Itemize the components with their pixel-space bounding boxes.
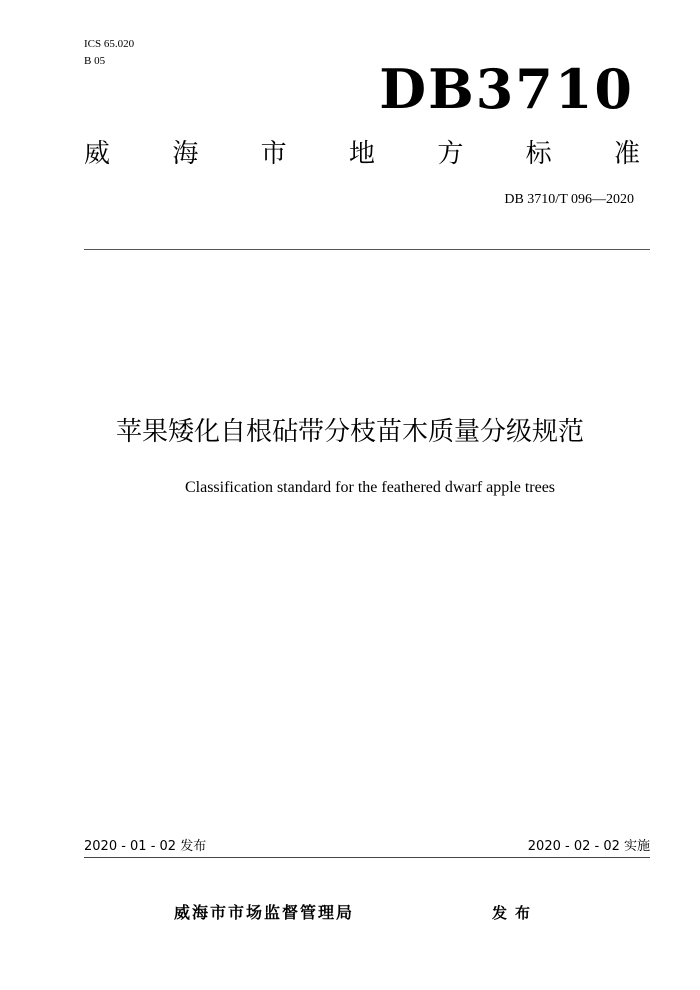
standard-type-char: 市	[260, 139, 287, 169]
standard-type-char: 方	[437, 139, 464, 169]
implementation-date: 2020 - 02 - 02 实施	[527, 839, 650, 854]
standard-type-char: 标	[525, 139, 552, 169]
document-title-chinese: 苹果矮化自根砧带分枝苗木质量分级规范	[115, 417, 584, 447]
standard-type-char: 海	[172, 139, 199, 169]
ics-code: ICS 65.020	[84, 38, 135, 50]
issue-label: 发布	[492, 904, 539, 922]
footer-divider	[84, 857, 650, 858]
standard-type-char: 威	[84, 139, 111, 169]
ccs-code: B 05	[84, 55, 106, 67]
issue-date: 2020 - 01 - 02 发布	[84, 839, 207, 854]
document-title-english: Classification standard for the feathered dwarf apple trees	[184, 479, 556, 496]
standard-type-heading	[84, 136, 640, 172]
classification-codes	[84, 36, 134, 70]
standard-code-logo: DB3710	[379, 57, 634, 121]
standard-type-char: 准	[613, 139, 640, 169]
standard-type-char: 地	[348, 139, 375, 169]
standard-number: DB 3710/T 096—2020	[504, 192, 634, 207]
header-divider	[84, 249, 650, 250]
issuing-authority: 威海市市场监督管理局	[174, 903, 355, 922]
